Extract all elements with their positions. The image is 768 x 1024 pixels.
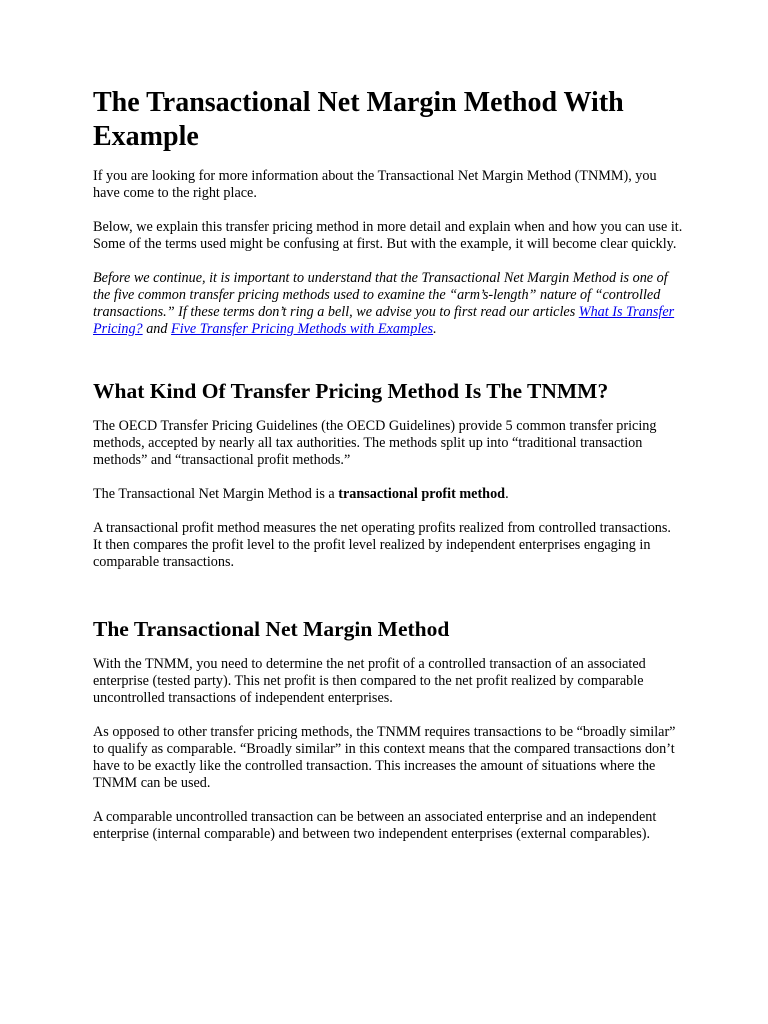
section-heading-tnmm: The Transactional Net Margin Method <box>93 617 450 641</box>
document-page <box>93 86 683 860</box>
intro-note-conjunction: and <box>142 321 172 337</box>
section1-p2-end: . <box>505 486 509 502</box>
link-five-transfer-pricing-methods[interactable]: Five Transfer Pricing Methods with Examples <box>171 321 434 337</box>
link-what-is-transfer-pricing[interactable]: What Is Transfer Pricing? <box>93 304 675 337</box>
bold-term-transactional-profit-method: transactional profit method <box>338 486 506 502</box>
intro-paragraph-1: If you are looking for more information about the Transactional Net Margin Method (TNMM), you have come to the right place. <box>93 168 657 201</box>
page-title: The Transactional Net Margin Method With Example <box>93 87 624 152</box>
section2-paragraph-1: With the TNMM, you need to determine the net profit of a controlled transaction of an associated enterprise (tested party). This net profit is then compared to the net profit realized by comparable uncontrolled transactions of independent enterprises. <box>93 656 646 706</box>
intro-note-paragraph <box>93 270 683 338</box>
intro-note-text: Before we continue, it is important to understand that the Transactional Net Margin Method is one of the five common transfer pricing methods used to examine the “arm’s-length” nature of “controlled transactions.” If these terms don’t ring a bell, we advise you to first read our articles <box>93 270 668 320</box>
section2-paragraph-3: A comparable uncontrolled transaction can be between an associated enterprise and an independent enterprise (internal comparable) and between two independent enterprises (external comparables). <box>93 809 657 842</box>
section1-p2-text: The Transactional Net Margin Method is a <box>93 486 339 502</box>
section1-paragraph-3: A transactional profit method measures the net operating profits realized from controlled transactions. It then compares the profit level to the profit level realized by independent enterprises engaging in comparable transactions. <box>93 520 671 570</box>
intro-paragraph-2: Below, we explain this transfer pricing method in more detail and explain when and how you can use it. Some of the terms used might be confusing at first. But with the example, it will become clear quickly. <box>93 219 683 252</box>
section-heading-kind-of-method: What Kind Of Transfer Pricing Method Is The TNMM? <box>93 379 609 403</box>
intro-note-end: . <box>433 321 437 337</box>
section2-paragraph-2: As opposed to other transfer pricing methods, the TNMM requires transactions to be “broadly similar” to qualify as comparable. “Broadly similar” in this context means that the compared transactions don’t have to be exactly like the controlled transaction. This increases the amount of situations where the TNMM can be used. <box>93 724 676 791</box>
section1-paragraph-1: The OECD Transfer Pricing Guidelines (the OECD Guidelines) provide 5 common transfer pricing methods, accepted by nearly all tax authorities. The methods split up into “traditional transaction methods” and “transactional profit methods.” <box>93 418 657 468</box>
section1-paragraph-2 <box>93 486 683 503</box>
